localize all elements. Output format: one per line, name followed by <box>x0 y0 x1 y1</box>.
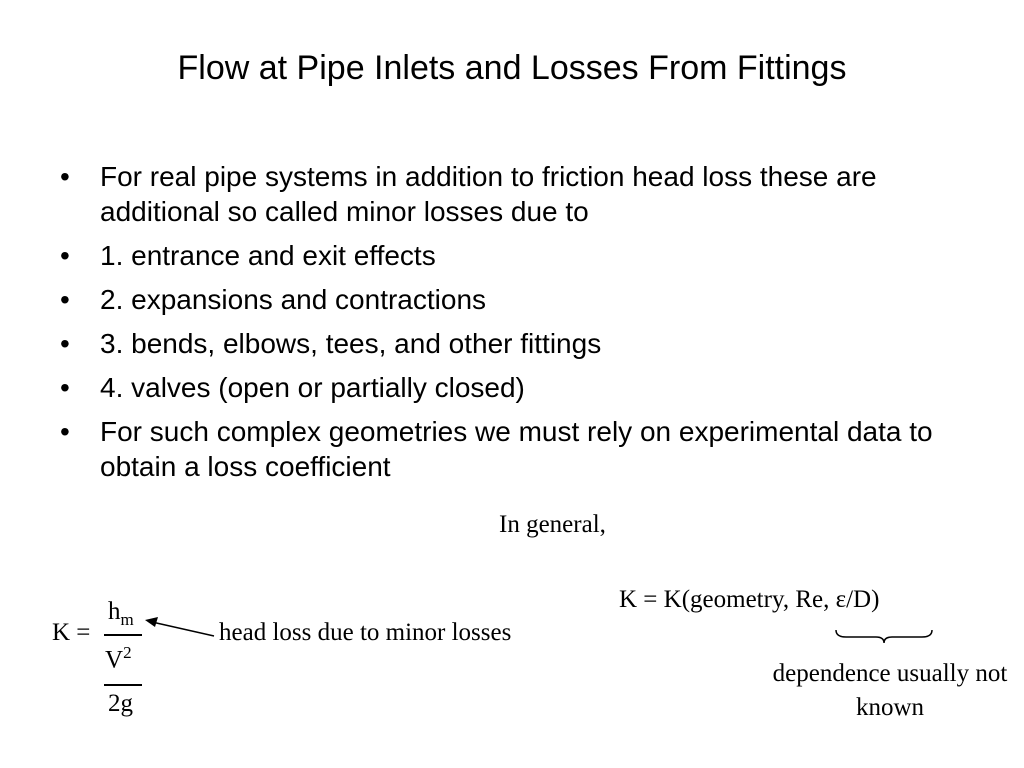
head-loss-annotation: head loss due to minor losses <box>219 619 512 646</box>
fraction-denominator: 2g <box>108 690 133 717</box>
m-subscript: m <box>120 610 134 629</box>
bullet-dot: • <box>60 284 70 315</box>
k-function-expression: K = K(geometry, Re, ε/D) <box>619 586 880 613</box>
bullet-dot: • <box>60 161 70 192</box>
annotation-arrow-line <box>152 622 214 636</box>
bullet-dot: • <box>60 240 70 271</box>
bullet-text: 4. valves (open or partially closed) <box>100 372 525 403</box>
bullet-dot: • <box>60 416 70 447</box>
bullet-dot: • <box>60 328 70 359</box>
bullet-text: For such complex geometries we must rely on experimental data to obtain a loss coefficient <box>100 416 933 482</box>
bullet-text: 3. bends, elbows, tees, and other fittings <box>100 328 602 359</box>
h-symbol: h <box>108 598 121 625</box>
bullet-text: For real pipe systems in addition to friction head loss these are additional so called minor losses due to <box>100 161 877 227</box>
in-general-label: In general, <box>499 511 606 538</box>
arrow-head-icon <box>145 617 158 627</box>
bullet-text: 1. entrance and exit effects <box>100 240 436 271</box>
bullet-text: 2. expansions and contractions <box>100 284 487 315</box>
k-equals-label: K = <box>52 619 91 646</box>
v-symbol: V <box>105 646 124 674</box>
bullet-dot: • <box>60 372 70 403</box>
underbrace-icon <box>836 630 932 643</box>
slide-title: Flow at Pipe Inlets and Losses From Fittings <box>177 49 847 87</box>
dependence-note: dependence usually not known <box>772 660 1008 721</box>
squared-superscript: 2 <box>123 643 132 662</box>
